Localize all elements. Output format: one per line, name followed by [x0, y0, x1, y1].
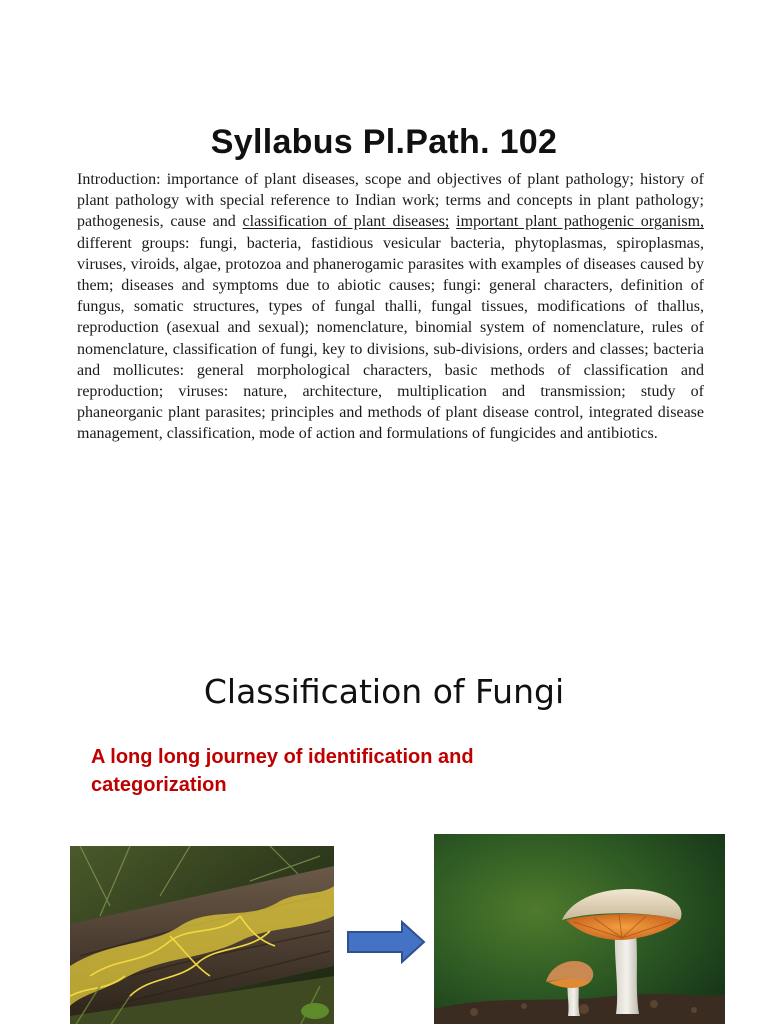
underlined-important-plant-pathogenic-organism: important plant pathogenic organism,: [456, 213, 705, 231]
underlined-classification-of-plant-diseases: classification of plant diseases;: [242, 213, 450, 231]
mushroom-photo: [434, 834, 725, 1024]
classification-title: Classification of Fungi: [203, 672, 565, 711]
syllabus-text-part: different groups: fungi, bacteria, fastidious vesicular bacteria, phytoplasmas, spiroplasmas, viruses, viroids, algae, protozoa and phanerogamic parasites with examples of diseases caused by them; diseases and symptoms due to abiotic causes; fungi: general characters, definition of fungus, somatic structures, types of fungal thalli, fungal tissues, modifications of thallus, reproduction (asexual and sexual); nomenclature, binomial system of nomenclature, rules of nomenclature, classification of fungi, key to divisions, sub-divisions, orders and classes; bacteria and mollicutes: general morphological characters, basic methods of classification and reproduction; viruses: nature, architecture, multiplication and transmission; study of phaneorganic plant parasites; principles and methods of plant disease control, integrated disease management, classification, mode of action and formulations of fungicides and antibiotics.: [77, 234, 704, 443]
syllabus-title: Syllabus Pl.Path. 102: [210, 123, 558, 161]
slime-mold-photo: [70, 846, 334, 1024]
classification-subtitle: A long long journey of identification and categorization: [91, 746, 474, 796]
syllabus-paragraph: [77, 169, 704, 445]
arrow-right-icon: [346, 920, 426, 964]
syllabus-text-part: Introduction: importance of plant diseases, scope and objectives of plant pathology; history of plant pathology with special reference to Indian work; terms and concepts in plant pathology; pathogenesis, cause and: [77, 171, 704, 231]
slide-classification: [0, 512, 768, 1024]
